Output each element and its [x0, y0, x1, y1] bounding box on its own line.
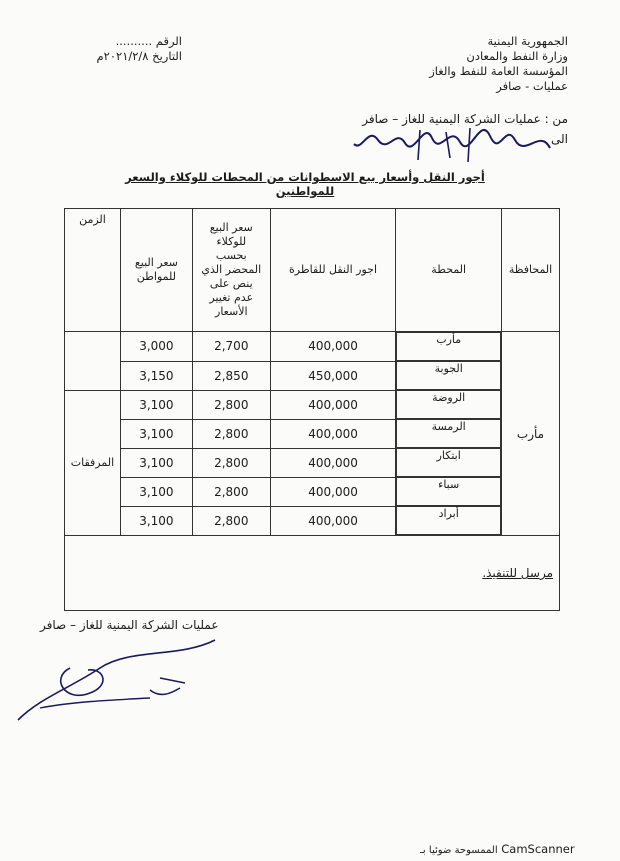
- citizen-price-cell: 3,100: [120, 477, 192, 506]
- station-cell: الرمسة: [396, 419, 501, 448]
- agent-price-cell: 2,700: [192, 332, 270, 362]
- agent-price-cell: 2,800: [192, 506, 270, 536]
- table-row: [65, 390, 560, 419]
- handwritten-signature: [10, 628, 220, 728]
- table-row: [65, 448, 560, 477]
- header-transport: اجور النقل للقاطرة: [270, 209, 396, 332]
- scanner-prefix: الممسوحة ضوئيا بـ: [420, 845, 498, 856]
- reference-date: التاريخ ٢٠٢١/٢/٨م: [96, 49, 182, 63]
- letterhead-line: الجمهورية اليمنية: [487, 34, 568, 48]
- time-group-cell: المرفقات: [65, 390, 121, 536]
- agent-price-cell: 2,850: [192, 361, 270, 390]
- transport-cell: 400,000: [270, 448, 396, 477]
- time-cell-empty: [65, 332, 121, 391]
- header-agent-price: سعر البيع للوكلاء بحسب المحضر الذي ينص على عدم تغيير الأسعار: [192, 209, 270, 332]
- transport-cell: 400,000: [270, 332, 396, 362]
- letterhead-line: وزارة النفط والمعادن: [466, 49, 568, 63]
- handwritten-recipient: [350, 118, 560, 168]
- signature-org: عمليات الشركة اليمنية للغاز – صافر: [40, 618, 219, 632]
- header-governorate: المحافظة: [502, 209, 560, 332]
- transport-cell: 400,000: [270, 419, 396, 448]
- station-cell: ابتكار: [396, 448, 501, 477]
- station-cell: الروضة: [396, 390, 501, 419]
- scanner-app-name: CamScanner: [501, 842, 575, 856]
- agent-price-cell: 2,800: [192, 448, 270, 477]
- transport-cell: 400,000: [270, 506, 396, 536]
- scanner-footer: [420, 842, 575, 856]
- header-station: المحطة: [396, 209, 502, 332]
- table-row: [65, 506, 560, 536]
- table-header-row: [65, 209, 560, 332]
- letterhead-line: المؤسسة العامة للنفط والغاز: [429, 64, 568, 78]
- transport-cell: 450,000: [270, 361, 396, 390]
- transport-cell: 400,000: [270, 390, 396, 419]
- agent-price-cell: 2,800: [192, 419, 270, 448]
- citizen-price-cell: 3,100: [120, 506, 192, 536]
- station-cell: مأرب: [396, 332, 501, 361]
- header-citizen-price: سعر البيع للمواطن: [120, 209, 192, 332]
- citizen-price-cell: 3,100: [120, 419, 192, 448]
- governorate-cell: مأرب: [502, 332, 560, 536]
- to-label: الى: [551, 132, 568, 146]
- from-line: من : عمليات الشركة اليمنية للغاز – صافر: [362, 112, 568, 126]
- table-row: [65, 332, 560, 362]
- table-row: [65, 419, 560, 448]
- letterhead-line: عمليات - صافر: [496, 79, 568, 93]
- document-title: أجور النقل وأسعار بيع الاسطوانات من المحطات للوكلاء والسعر للمواطنين: [125, 170, 485, 198]
- letterhead: [429, 34, 568, 94]
- station-cell: أبراد: [396, 506, 501, 535]
- table-row: [65, 477, 560, 506]
- station-cell: سباء: [396, 477, 501, 506]
- table-note-row: [65, 536, 560, 611]
- transport-cell: 400,000: [270, 477, 396, 506]
- citizen-price-cell: 3,150: [120, 361, 192, 390]
- reference-block: [62, 34, 182, 64]
- station-cell: الجوبة: [396, 361, 501, 390]
- agent-price-cell: 2,800: [192, 390, 270, 419]
- citizen-price-cell: 3,100: [120, 390, 192, 419]
- header-time: الزمن: [65, 209, 121, 332]
- reference-number: الرقم ..........: [115, 34, 182, 48]
- prices-table: [64, 208, 560, 611]
- agent-price-cell: 2,800: [192, 477, 270, 506]
- table-row: [65, 361, 560, 390]
- note-cell: مرسل للتنفيذ.: [65, 536, 560, 611]
- citizen-price-cell: 3,100: [120, 448, 192, 477]
- citizen-price-cell: 3,000: [120, 332, 192, 362]
